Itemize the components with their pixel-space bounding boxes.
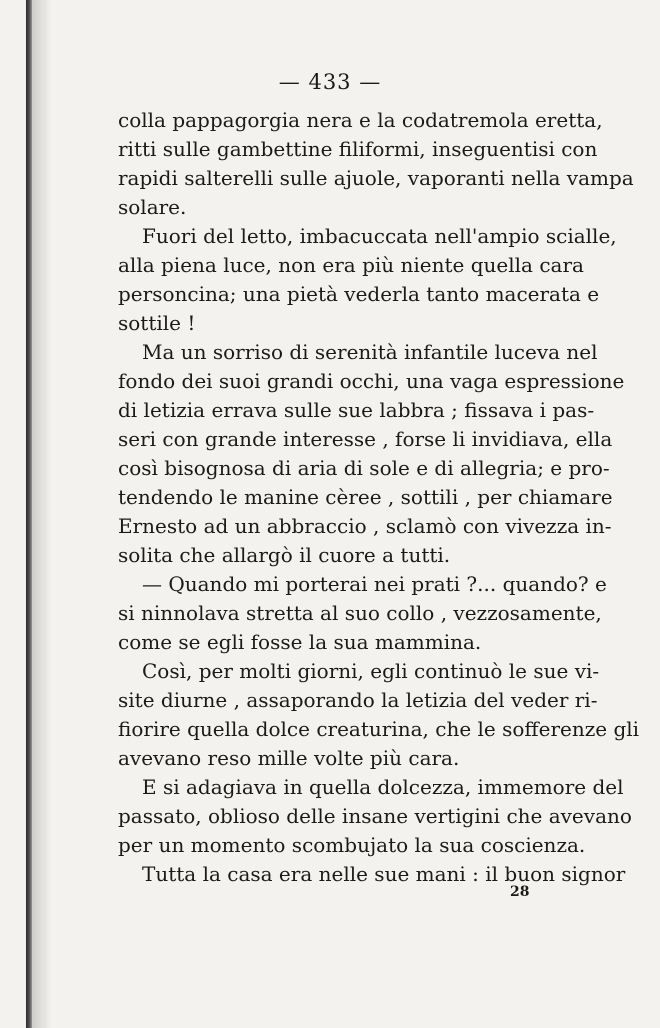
text-line: avevano reso mille volte più cara. xyxy=(118,746,460,770)
gutter-shadow xyxy=(32,0,52,1028)
text-line: passato, oblioso delle insane vertigini che avevano xyxy=(118,804,632,828)
text-line: ritti sulle gambettine filiformi, inseguentisi con xyxy=(118,137,598,161)
text-line: colla pappagorgia nera e la codatremola eretta, xyxy=(118,108,603,132)
text-line: tendendo le manine cèree , sottili , per chiamare xyxy=(118,485,613,509)
text-line: solita che allargò il cuore a tutti. xyxy=(118,543,451,567)
text-line: si ninnolava stretta al suo collo , vezzosamente, xyxy=(118,601,602,625)
text-line: fondo dei suoi grandi occhi, una vaga espressione xyxy=(118,369,625,393)
text-line: Ernesto ad un abbraccio , sclamò con vivezza in- xyxy=(118,514,612,538)
text-line: come se egli fosse la sua mammina. xyxy=(118,630,482,654)
text-line: Tutta la casa era nelle sue mani : il buon signor xyxy=(142,862,626,886)
text-line: di letizia errava sulle sue labbra ; fissava i pas- xyxy=(118,398,595,422)
text-line: — Quando mi porterai nei prati ?... quando? e xyxy=(142,572,607,596)
text-line: solare. xyxy=(118,195,187,219)
text-line: così bisognosa di aria di sole e di allegria; e pro- xyxy=(118,456,610,480)
text-line: personcina; una pietà vederla tanto macerata e xyxy=(118,282,600,306)
signature-mark: 28 xyxy=(510,884,530,900)
text-line: per un momento scombujato la sua coscienza. xyxy=(118,833,586,857)
text-line: site diurne , assaporando la letizia del veder ri- xyxy=(118,688,598,712)
text-line: E si adagiava in quella dolcezza, immemore del xyxy=(142,775,624,799)
text-line: rapidi salterelli sulle ajuole, vaporanti nella vampa xyxy=(118,166,634,190)
text-line: Così, per molti giorni, egli continuò le sue vi- xyxy=(142,659,600,683)
text-line: alla piena luce, non era più niente quella cara xyxy=(118,253,584,277)
text-line: Ma un sorriso di serenità infantile luceva nel xyxy=(142,340,598,364)
text-line: Fuori del letto, imbacuccata nell'ampio scialle, xyxy=(142,224,617,248)
page-number: — 433 — xyxy=(278,70,382,94)
body-text xyxy=(118,106,640,889)
text-line: sottile ! xyxy=(118,311,196,335)
text-line: seri con grande interesse , forse li invidiava, ella xyxy=(118,427,613,451)
text-line: fiorire quella dolce creaturina, che le sofferenze gli xyxy=(118,717,640,741)
